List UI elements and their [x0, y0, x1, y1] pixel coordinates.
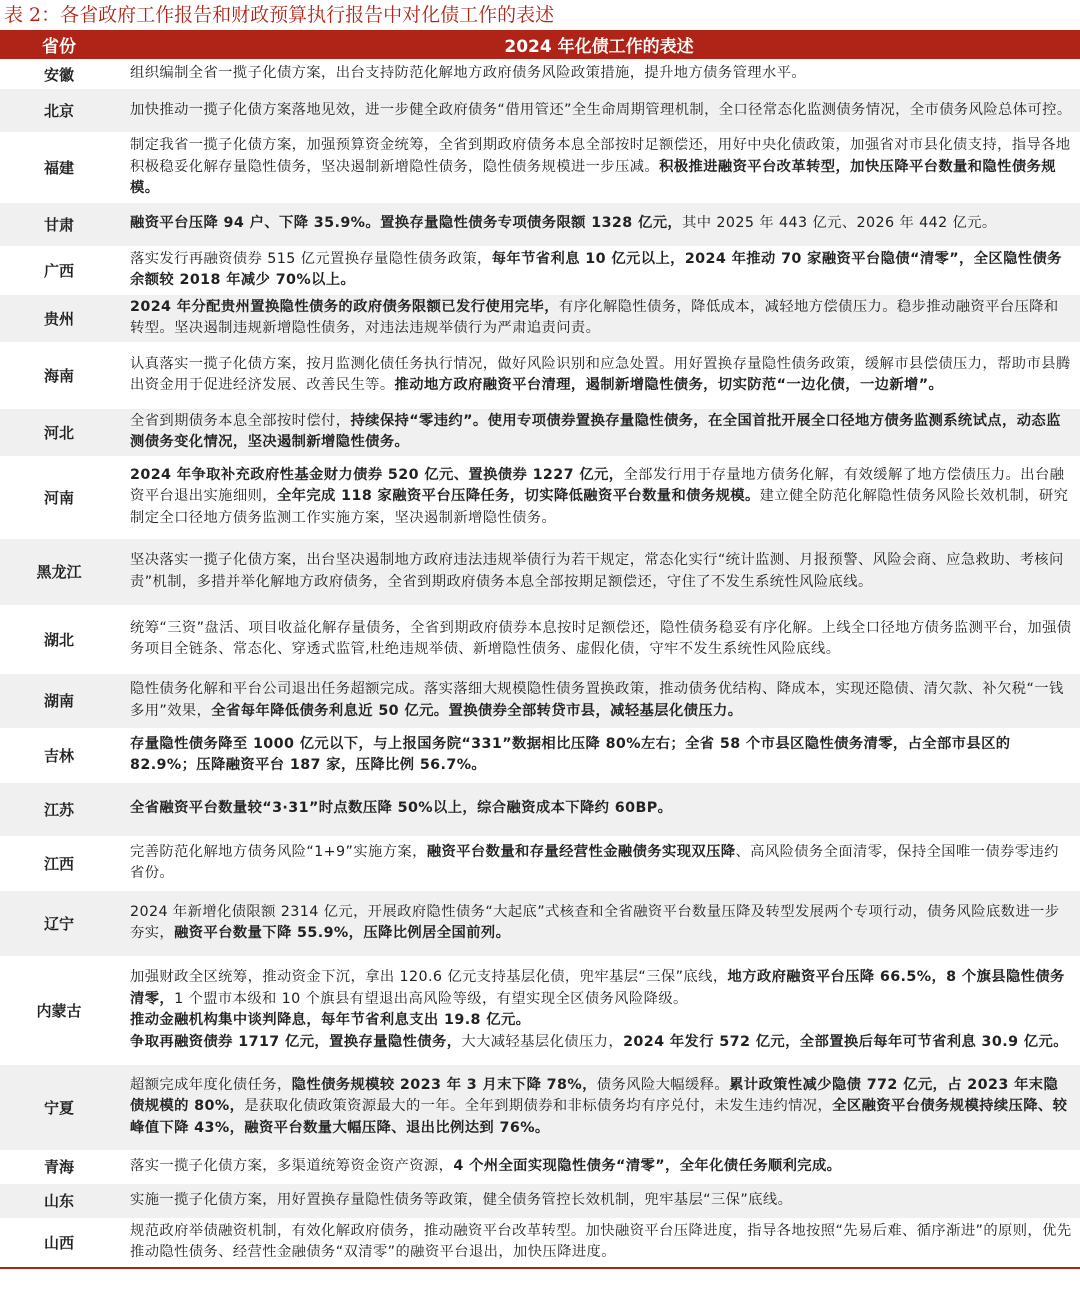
table-row: [0, 202, 1080, 246]
description-text: 其中 2025 年 443 亿元、2026 年 442 亿元。: [682, 215, 997, 232]
emphasized-text: 融资平台数量下降 55.9%，压降比例居全国前列。: [174, 925, 511, 941]
table-row: [0, 89, 1080, 133]
province-cell: 江苏: [0, 782, 118, 836]
emphasized-text: 累计政策性减少隐债 772 亿元，占 2023 年末隐债规模的 80%，: [130, 1076, 1059, 1115]
province-cell: 广西: [0, 246, 118, 294]
province-cell: 黑龙江: [0, 538, 118, 605]
description-cell: [118, 728, 1080, 782]
emphasized-text: 隐性债务规模较 2023 年 3 月末下降 78%，: [291, 1076, 597, 1093]
description-text: 全省到期债务本息全部按时偿付，: [130, 412, 351, 429]
description-cell: [118, 673, 1080, 728]
table-row: [0, 605, 1080, 673]
description-text: 加强财政全区统筹，推动资金下沉，拿出 120.6 亿元支持基层化债，兜牢基层“三保”底线，: [130, 969, 728, 985]
province-cell: 江西: [0, 836, 118, 890]
description-text: 落实发行再融资债券 515 亿元置换存量隐性债务政策，: [130, 250, 492, 267]
province-cell: 甘肃: [0, 202, 118, 246]
table-row: [0, 538, 1080, 605]
table-row: [0, 890, 1080, 956]
emphasized-text: 2024 年发行 572 亿元，全部置换后每年可节省利息 30.9 亿元。: [623, 1033, 1068, 1050]
emphasized-text: 推动金融机构集中谈判降息，每年节省利息支出 19.8 亿元。: [130, 1012, 531, 1028]
description-cell: [118, 890, 1080, 956]
debt-resolution-table: [0, 30, 1080, 1267]
table-row: [0, 342, 1080, 408]
description-cell: [118, 60, 1080, 89]
description-cell: [118, 408, 1080, 456]
province-cell: 海南: [0, 342, 118, 408]
emphasized-text: 2024 年争取补充政府性基金财力债券 520 亿元、置换债券 1227 亿元，: [130, 466, 624, 483]
table-row: [0, 1183, 1080, 1218]
description-text: 有序化解隐性债务，降低成本，减轻地方偿债压力。稳步推动融资平台压降和转型。坚决遏制违规新增隐性债务，对违法违规举债行为严肃追责问责。: [130, 298, 1059, 336]
description-cell: [118, 342, 1080, 408]
description-text: 大大减轻基层化债压力，: [461, 1033, 624, 1050]
emphasized-text: 每年节省利息 10 亿元以上，2024 年推动 70 家融资平台隐债“清零”，全区隐性债务余额较 2018 年减少 70%以上。: [130, 250, 1062, 288]
table-bottom-rule: [0, 1267, 1080, 1269]
table-row: [0, 456, 1080, 538]
emphasized-text: 全省融资平台数量较“3·31”时点数压降 50%以上，综合融资成本下降约 60BP。: [130, 800, 673, 817]
emphasized-text: 争取再融资债券 1717 亿元，置换存量隐性债务，: [130, 1033, 462, 1050]
description-text: 2024 年新增化债限额 2314 亿元，开展政府隐性债务“大起底”式核查和全省融资平台数量压降及转型发展两个专项行动，债务风险底数进一步夯实，: [130, 903, 1060, 941]
emphasized-text: 持续保持“零违约”。使用专项债券置换存量隐性债务，在全国首批开展全口径地方债务监测系统试点，动态监测债务变化情况，坚决遏制新增隐性债务。: [130, 412, 1061, 450]
table-row: [0, 408, 1080, 456]
description-cell: [118, 133, 1080, 203]
description-cell: [118, 294, 1080, 342]
description-cell: [118, 1064, 1080, 1150]
emphasized-text: 地方政府融资平台压降 66.5%，8 个旗县隐性债务清零，: [130, 969, 1065, 1007]
table-row: [0, 1064, 1080, 1150]
description-cell: [118, 782, 1080, 836]
description-cell: [118, 202, 1080, 246]
table-header-row: [0, 30, 1080, 60]
description-cell: [118, 956, 1080, 1064]
description-text: 组织编制全省一揽子化债方案，出台支持防范化解地方政府债务风险政策措施，提升地方债务管理水平。: [130, 65, 807, 82]
province-cell: 福建: [0, 133, 118, 203]
description-text: 统筹“三资”盘活、项目收益化解存量债务，全省到期政府债券本息按时足额偿还，隐性债务稳妥有序化解。上线全口径地方债务监测平台，加强债务项目全链条、常态化、穿透式监管,杜绝违规举债、新增隐性债务、虚假化债，守牢不发生系统性风险底线。: [130, 619, 1072, 657]
table-row: [0, 246, 1080, 294]
description-text: 认真落实一揽子化债方案，按月监测化债任务执行情况，做好风险识别和应急处置。用好置换存量隐性债务政策，缓解市县偿债压力，帮助市县腾出资金用于促进经济发展、改善民生等。: [130, 355, 1071, 393]
province-cell: 湖南: [0, 673, 118, 728]
description-text: 规范政府举债融资机制，有效化解政府债务，推动融资平台改革转型。加快融资平台压降进度，指导各地按照“先易后难、循序渐进”的原则，优先推动隐性债务、经营性金融债务“双清零”的融资平台退出，加快压降进度。: [130, 1222, 1072, 1260]
table-row: [0, 956, 1080, 1064]
table-caption: 表 2：各省政府工作报告和财政预算执行报告中对化债工作的表述: [4, 4, 555, 26]
province-cell: 内蒙古: [0, 956, 118, 1064]
province-cell: 吉林: [0, 728, 118, 782]
table-row: [0, 1150, 1080, 1183]
emphasized-text: 融资平台压降 94 户、下降 35.9%。置换存量隐性债务专项债务限额 1328 亿元，: [130, 215, 683, 232]
description-text: 、高风险债务全面清零，保持全国唯一债券零违约省份。: [130, 843, 1059, 881]
province-cell: 山西: [0, 1218, 118, 1266]
description-text: 全部发行用于存量地方债务化解，有效缓解了地方偿债压力。出台融资平台退出实施细则，: [130, 466, 1065, 505]
province-cell: 贵州: [0, 294, 118, 342]
description-text: 制定我省一揽子化债方案，加强预算资金统筹，全省到期政府债务本息全部按时足额偿还，用好中央化债政策，加强省对市县化债支持，指导各地积极稳妥化解存量隐性债务，坚决遏制新增隐性债务，隐性债务规模进一步压减。: [130, 137, 1071, 175]
description-cell: [118, 456, 1080, 538]
description-text: 加快推动一揽子化债方案落地见效，进一步健全政府债务“借用管还”全生命周期管理机制，全口径常态化监测债务情况，全市债务风险总体可控。: [130, 101, 1072, 118]
description-text: 实施一揽子化债方案，用好置换存量隐性债务等政策，健全债务管控长效机制，兜牢基层“三保”底线。: [130, 1191, 793, 1208]
province-cell: 山东: [0, 1183, 118, 1218]
table-body: [0, 60, 1080, 1267]
province-cell: 辽宁: [0, 890, 118, 956]
description-cell: [118, 1183, 1080, 1218]
header-description: 2024 年化债工作的表述: [118, 30, 1080, 60]
emphasized-text: 融资平台数量和存量经营性金融债务实现双压降: [426, 843, 736, 860]
description-cell: [118, 89, 1080, 133]
description-text: 超额完成年度化债任务，: [130, 1076, 292, 1093]
emphasized-text: 推动地方政府融资平台清理，遏制新增隐性债务，切实防范“一边化债，一边新增”。: [394, 377, 944, 393]
description-text: 债务风险大幅缓释。: [596, 1076, 730, 1093]
province-cell: 宁夏: [0, 1064, 118, 1150]
table-row: [0, 836, 1080, 890]
description-cell: [118, 1150, 1080, 1183]
table-row: [0, 133, 1080, 203]
emphasized-text: 全省每年降低债务利息近 50 亿元。置换债券全部转贷市县，减轻基层化债压力。: [211, 702, 743, 719]
province-cell: 青海: [0, 1150, 118, 1183]
description-cell: [118, 605, 1080, 673]
table-row: [0, 782, 1080, 836]
description-text: 完善防范化解地方债务风险“1+9”实施方案，: [130, 843, 427, 860]
description-text: 隐性债务化解和平台公司退出任务超额完成。落实落细大规模隐性债务置换政策，推动债务优结构、降成本，实现还隐债、清欠款、补欠税“一钱多用”效果，: [130, 681, 1064, 719]
header-province: 省份: [0, 30, 118, 60]
description-text: 是获取化债政策资源最大的一年。全年到期债券和非标债务均有序兑付，未发生违约情况，: [244, 1098, 833, 1115]
description-text: 1 个盟市本级和 10 个旗县有望退出高风险等级，有望实现全区债务风险降级。: [174, 990, 688, 1007]
emphasized-text: 全区融资平台债务规模持续压降、较峰值下降 43%，融资平台数量大幅压降、退出比例达到 76%。: [130, 1098, 1068, 1136]
emphasized-text: 存量隐性债务降至 1000 亿元以下，与上报国务院“331”数据相比压降 80%左右；全省 58 个市县区隐性债务清零，占全部市县区的 82.9%；压降融资平台 187 家，压降比例 56.7%。: [130, 735, 1011, 773]
emphasized-text: 积极推进融资平台改革转型，加快压降平台数量和隐性债务规模。: [130, 158, 1056, 196]
description-text: 建立健全防范化解隐性债务风险长效机制，研究制定全口径地方债务监测工作实施方案，坚决遏制新增隐性债务。: [130, 488, 1069, 526]
province-cell: 河南: [0, 456, 118, 538]
province-cell: 河北: [0, 408, 118, 456]
description-cell: [118, 538, 1080, 605]
description-cell: [118, 1218, 1080, 1266]
description-cell: [118, 836, 1080, 890]
table-row: [0, 673, 1080, 728]
province-cell: 湖北: [0, 605, 118, 673]
description-cell: [118, 246, 1080, 294]
table-row: [0, 294, 1080, 342]
emphasized-text: 2024 年分配贵州置换隐性债务的政府债务限额已发行使用完毕，: [130, 298, 559, 315]
table-row: [0, 728, 1080, 782]
description-text: 坚决落实一揽子化债方案，出台坚决遏制地方政府违法违规举债行为若干规定，常态化实行“统计监测、月报预警、风险会商、应急救助、考核问责”机制，多措并举化解地方政府债务，全省到期政府债务本息全部按期足额偿还，守住了不发生系统性风险底线。: [130, 552, 1064, 590]
emphasized-text: 全年完成 118 家融资平台压降任务，切实降低融资平台数量和债务规模。: [276, 488, 760, 505]
table-row: [0, 60, 1080, 89]
description-text: 落实一揽子化债方案，多渠道统筹资金资产资源，: [130, 1157, 454, 1174]
province-cell: 北京: [0, 89, 118, 133]
table-row: [0, 1218, 1080, 1266]
emphasized-text: 4 个州全面实现隐性债务“清零”，全年化债任务顺利完成。: [453, 1157, 842, 1174]
province-cell: 安徽: [0, 60, 118, 89]
